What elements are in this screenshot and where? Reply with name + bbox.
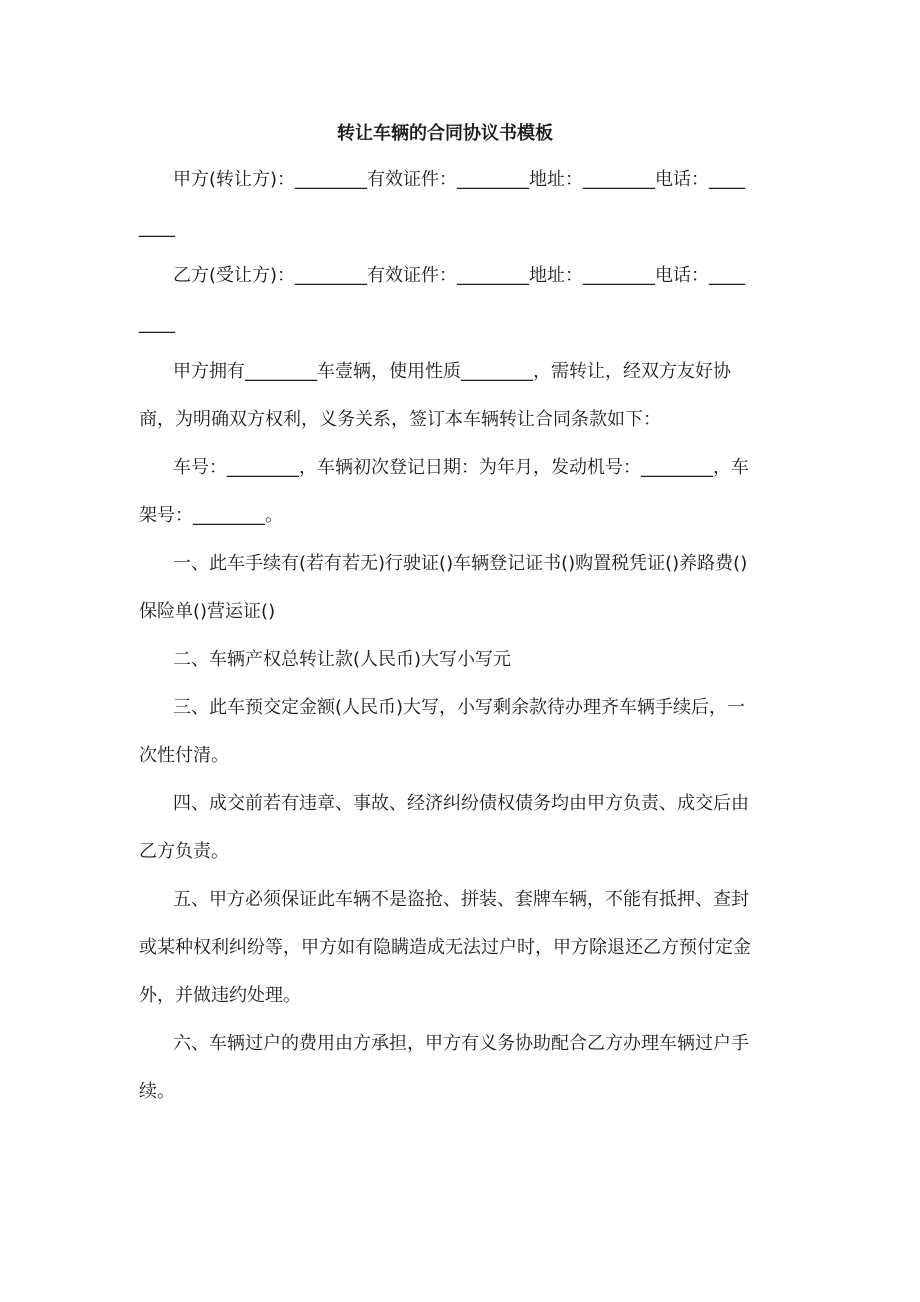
- paragraph-clause-4: 四、成交前若有违章、事故、经济纠纷债权债务均由甲方负责、成交后由乙方负责。: [139, 793, 749, 862]
- paragraph-clause-5: 五、甲方必须保证此车辆不是盗抢、拼装、套牌车辆，不能有抵押、查封或某种权利纠纷等，甲方如有隐瞒造成无法过户时，甲方除退还乙方预付定金外，并做违约处理。: [139, 889, 751, 1006]
- paragraph-party-b: 乙方(受让方)：________有效证件：________地址：________电话：________: [139, 265, 746, 334]
- paragraph-intro: 甲方拥有________车壹辆，使用性质________，需转让，经双方友好协商，为明确双方权利，义务关系，签订本车辆转让合同条款如下：: [139, 361, 731, 430]
- paragraph-party-a: 甲方(转让方)：________有效证件：________地址：________电话：________: [139, 169, 746, 238]
- paragraph-clause-6: 六、车辆过户的费用由方承担，甲方有义务协助配合乙方办理车辆过户手续。: [139, 1033, 749, 1102]
- paragraph-vehicle-info: 车号：________，车辆初次登记日期：为年月，发动机号：________，车架号：________。: [139, 457, 749, 526]
- document-page: [139, 118, 751, 1116]
- paragraph-clause-3: 三、此车预交定金额(人民币)大写，小写剩余款待办理齐车辆手续后，一次性付清。: [139, 697, 746, 766]
- document-title: 转让车辆的合同协议书模板: [337, 123, 553, 144]
- paragraph-clause-1: 一、此车手续有(若有若无)行驶证()车辆登记证书()购置税凭证()养路费()保险单()营运证(): [139, 553, 748, 622]
- paragraph-clause-2: 二、车辆产权总转让款(人民币)大写小写元: [173, 649, 512, 670]
